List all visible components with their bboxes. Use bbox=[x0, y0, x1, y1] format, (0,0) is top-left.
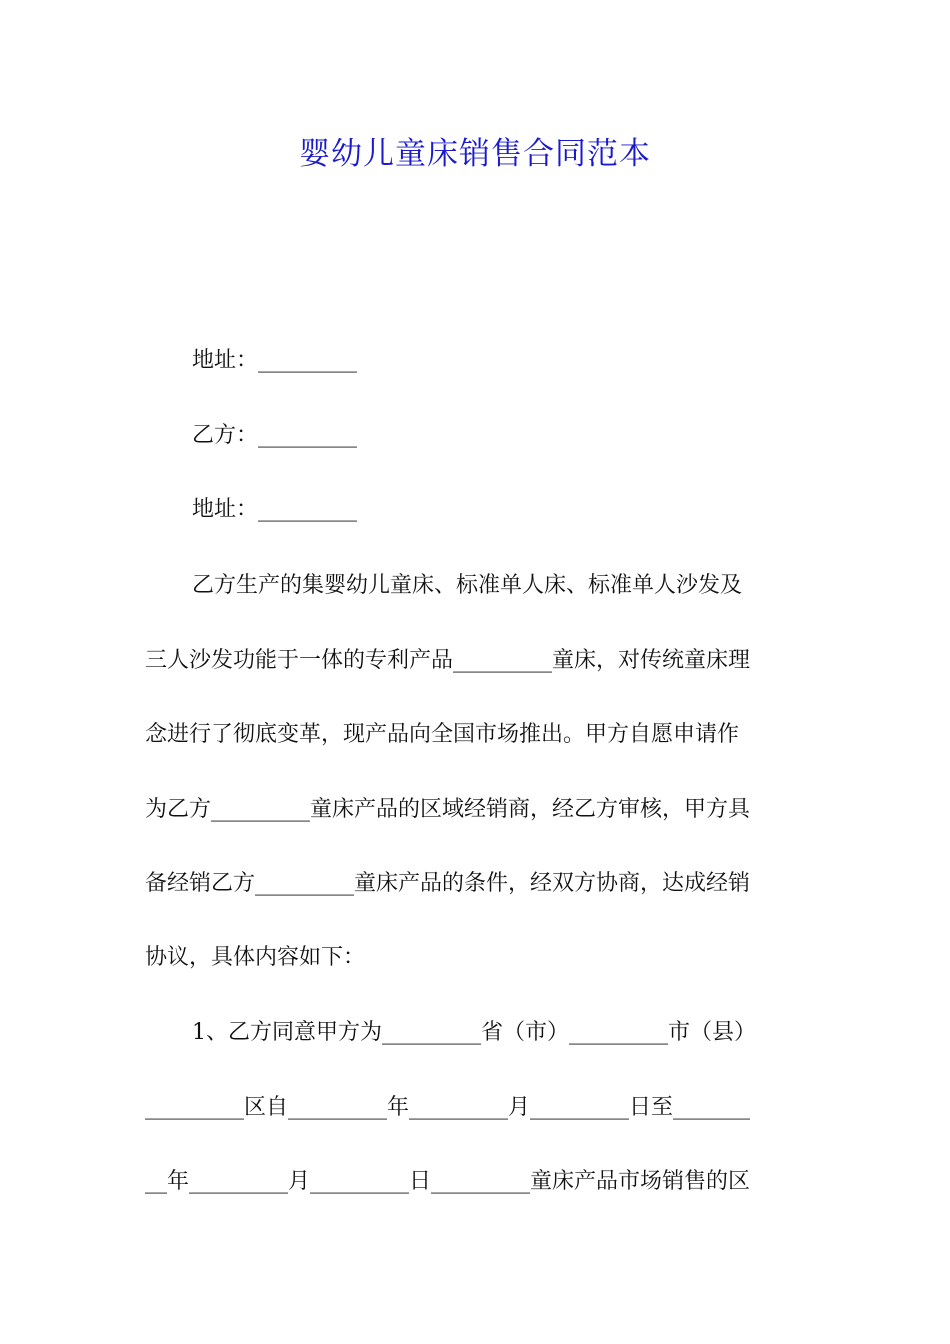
clause-1-line: 1、乙方同意甲方为_________省（市）_________市（县） bbox=[192, 1020, 756, 1045]
document-title: 婴幼儿童床销售合同范本 bbox=[299, 136, 651, 172]
paragraph-line: 乙方生产的集婴幼儿童床、标准单人床、标准单人沙发及 bbox=[192, 573, 743, 598]
paragraph-line: 协议，具体内容如下： bbox=[145, 945, 366, 970]
party-b-line: 乙方：_________ bbox=[192, 423, 358, 448]
party-b-address-line: 地址：_________ bbox=[192, 497, 358, 522]
paragraph-line: 为乙方_________童床产品的区域经销商，经乙方审核，甲方具 bbox=[145, 797, 751, 822]
clause-1-line: __年_________月_________日_________童床产品市场销售的区 bbox=[145, 1169, 751, 1194]
paragraph-line: 备经销乙方_________童床产品的条件，经双方协商，达成经销 bbox=[145, 871, 751, 896]
clause-1-line: _________区自_________年_________月_________日至_______ bbox=[145, 1095, 751, 1120]
paragraph-line: 三人沙发功能于一体的专利产品_________童床，对传统童床理 bbox=[145, 648, 751, 673]
paragraph-line: 念进行了彻底变革，现产品向全国市场推出。甲方自愿申请作 bbox=[145, 722, 740, 747]
party-a-address-line: 地址：_________ bbox=[192, 348, 358, 373]
